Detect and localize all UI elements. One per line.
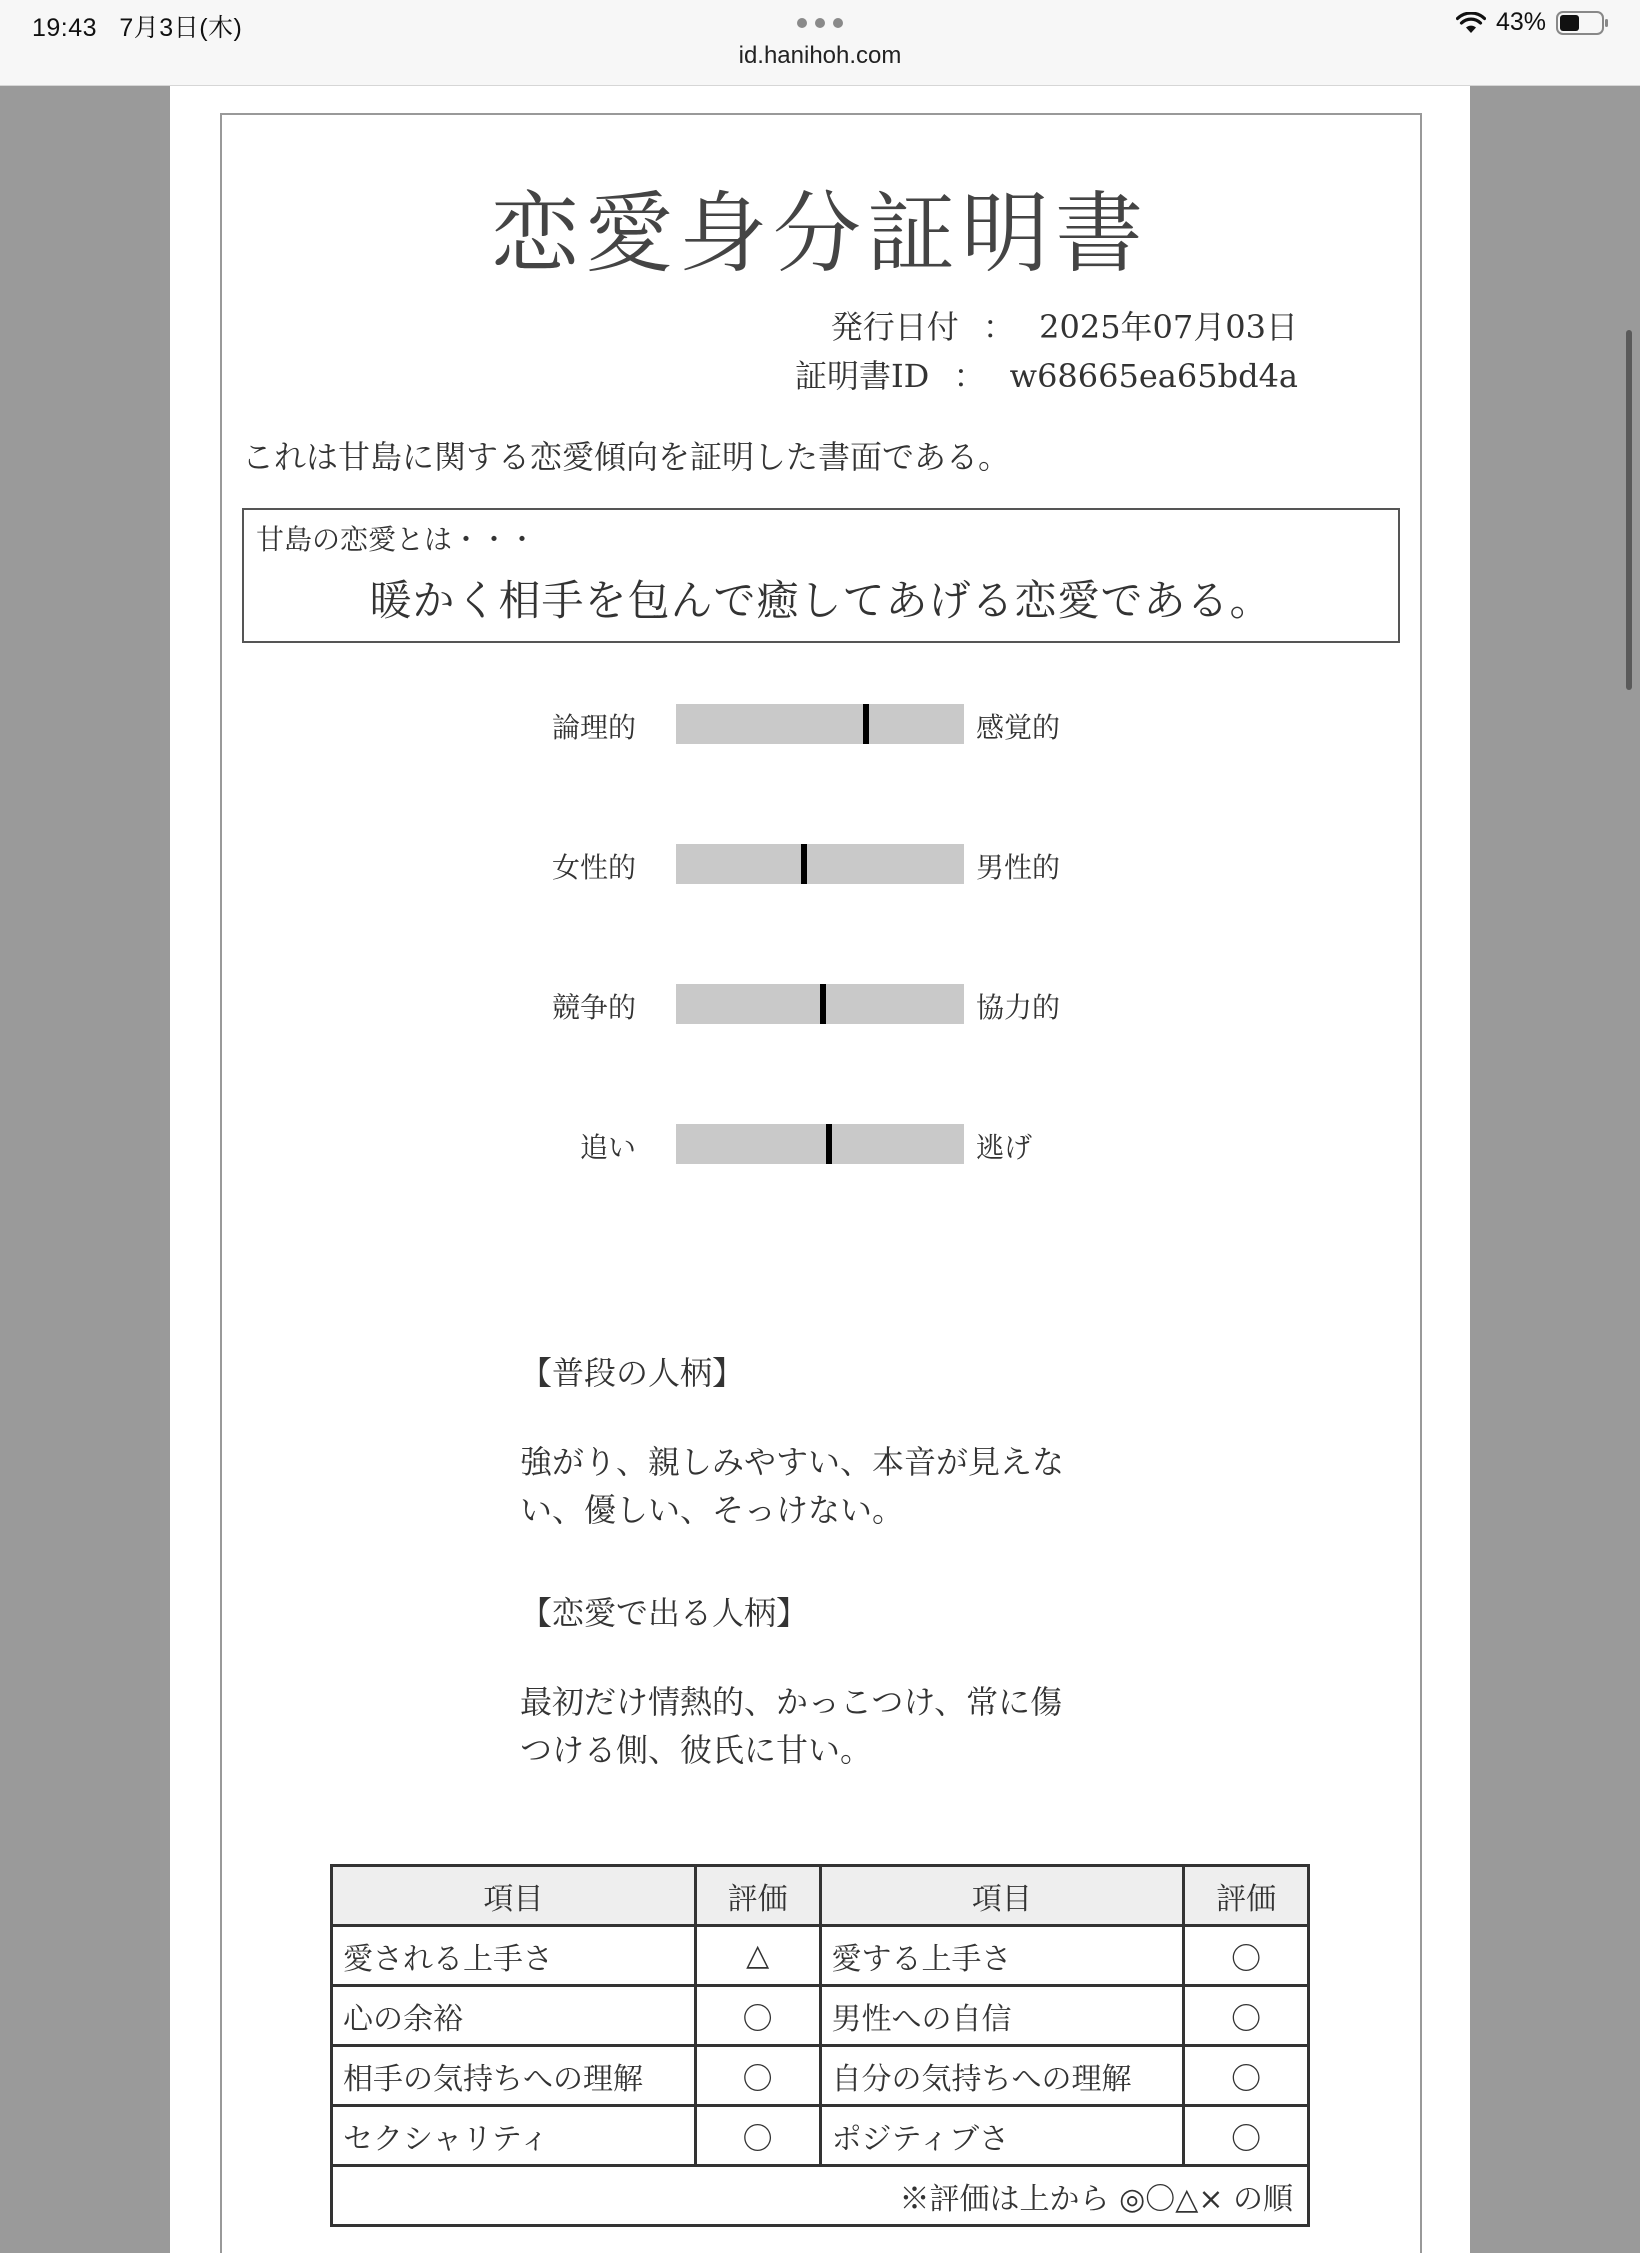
- scale-track: [676, 1124, 964, 1164]
- issue-date-label: 発行日付: [830, 308, 959, 346]
- evaluation-table: [330, 1864, 1310, 2227]
- column-header-grade: 評価: [1184, 1866, 1309, 1926]
- table-cell-grade: △: [695, 1926, 820, 1986]
- scale-marker: [826, 1124, 832, 1164]
- issue-date-row: [831, 302, 1298, 348]
- scale-track: [676, 984, 964, 1024]
- table-row: [332, 1926, 1309, 1986]
- table-cell-item: セクシャリティ: [332, 2106, 696, 2166]
- column-header-grade: 評価: [695, 1866, 820, 1926]
- scale-logical-sensory: [170, 704, 1470, 744]
- battery-icon: [1556, 11, 1610, 35]
- table-cell-grade: 〇: [1184, 1926, 1309, 1986]
- scale-left-label: 追い: [579, 1131, 636, 1164]
- scale-feminine-masculine: [170, 844, 1470, 884]
- table-note-row: [332, 2166, 1309, 2226]
- table-cell-grade: 〇: [1184, 2046, 1309, 2106]
- status-indicators: [1456, 8, 1610, 37]
- certificate-id-row: [795, 351, 1298, 397]
- issue-date-value: 2025年07月03日: [1039, 308, 1298, 346]
- table-row: [332, 2046, 1309, 2106]
- certificate-title: 恋愛身分証明書: [490, 182, 1149, 285]
- battery-percent: 43%: [1495, 8, 1546, 36]
- table-cell-grade: 〇: [695, 2046, 820, 2106]
- certificate-page: [170, 86, 1470, 2253]
- table-row: [332, 2106, 1309, 2166]
- love-personality-text: 最初だけ情熱的、かっこつけ、常に傷つける側、彼氏に甘い。: [520, 1683, 1063, 1769]
- scale-competitive-cooperative: [170, 984, 1470, 1024]
- table-row: [332, 1986, 1309, 2046]
- certificate-id-value: w68665ea65bd4a: [1009, 357, 1298, 395]
- definition-text: 暖かく相手を包んで癒してあげる恋愛である。: [369, 576, 1273, 625]
- status-bar: [0, 0, 1640, 86]
- scale-right-label: 協力的: [976, 991, 1061, 1024]
- clock-time: 19:43: [32, 14, 98, 42]
- scale-left-label: 論理的: [551, 711, 636, 744]
- table-cell-item: 相手の気持ちへの理解: [332, 2046, 696, 2106]
- scale-left-label: 女性的: [551, 851, 636, 884]
- definition-box: [242, 508, 1400, 643]
- normal-personality-text: 強がり、親しみやすい、本音が見えない、優しい、そっけない。: [520, 1443, 1065, 1529]
- scale-marker: [863, 704, 869, 744]
- table-cell-grade: 〇: [1184, 1986, 1309, 2046]
- certificate-id-label: 証明書ID: [795, 357, 930, 395]
- address-bar-url[interactable]: id.hanihoh.com: [738, 42, 902, 69]
- evaluation-note: ※評価は上から ◎〇△× の順: [332, 2166, 1309, 2226]
- table-cell-grade: 〇: [695, 2106, 820, 2166]
- more-dots-icon[interactable]: [797, 18, 843, 28]
- column-header-item: 項目: [820, 1866, 1184, 1926]
- love-personality-heading: 【恋愛で出る人柄】: [520, 1594, 809, 1632]
- scale-marker: [801, 844, 807, 884]
- certificate-id-separator: ：: [953, 357, 986, 395]
- table-cell-grade: 〇: [1184, 2106, 1309, 2166]
- scale-track: [676, 844, 964, 884]
- table-header-row: [332, 1866, 1309, 1926]
- column-header-item: 項目: [332, 1866, 696, 1926]
- page-scrollbar[interactable]: [1626, 330, 1632, 690]
- scale-right-label: 男性的: [976, 851, 1061, 884]
- table-cell-grade: 〇: [695, 1986, 820, 2046]
- issue-date-separator: ：: [982, 308, 1015, 346]
- definition-label: 甘島の恋愛とは・・・: [256, 523, 537, 556]
- scale-right-label: 逃げ: [976, 1131, 1033, 1164]
- scale-track: [676, 704, 964, 744]
- clock-date: 7月3日(木): [119, 14, 243, 42]
- certificate-intro: これは甘島に関する恋愛傾向を証明した書面である。: [242, 438, 1011, 476]
- table-cell-item: 男性への自信: [820, 1986, 1184, 2046]
- table-cell-item: 愛される上手さ: [332, 1926, 696, 1986]
- wifi-icon: [1456, 12, 1486, 34]
- table-cell-item: ポジティブさ: [820, 2106, 1184, 2166]
- table-cell-item: 自分の気持ちへの理解: [820, 2046, 1184, 2106]
- table-cell-item: 心の余裕: [332, 1986, 696, 2046]
- scale-marker: [820, 984, 826, 1024]
- table-cell-item: 愛する上手さ: [820, 1926, 1184, 1986]
- scale-chase-escape: [170, 1124, 1470, 1164]
- normal-personality-heading: 【普段の人柄】: [520, 1354, 745, 1392]
- status-time: [32, 8, 242, 44]
- scale-left-label: 競争的: [551, 991, 636, 1024]
- scale-right-label: 感覚的: [976, 711, 1061, 744]
